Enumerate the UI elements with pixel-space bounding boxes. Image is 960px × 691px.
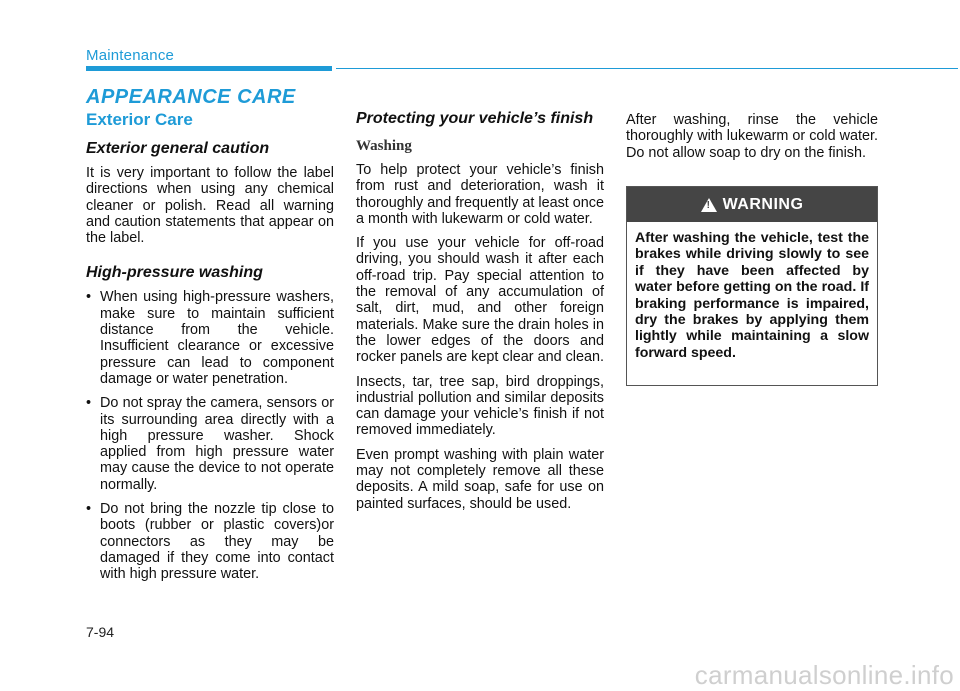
warning-text: After washing the vehicle, test the brakes while driving slowly to see if they have been affected by water before getting on the road. If braking performance is impaired, dry the brakes by applying them lightly while maintaining a slow forward speed. — [635, 230, 869, 361]
washing-heading: Washing — [356, 138, 412, 154]
list-item: • Do not spray the camera, sensors or its surrounding area directly with a high pressure washer. Shock applied from high pressure water may cause the device to not operate normally. — [86, 395, 334, 493]
page-number: 7-94 — [86, 624, 115, 640]
list-item-text: Do not spray the camera, sensors or its surrounding area directly with a high pressure washer. Shock applied from high pressure water may cause the device to not operate normally. — [100, 395, 334, 493]
column-left — [86, 110, 334, 591]
list-item-text: When using high-pressure washers, make sure to maintain sufficient distance from the vehicle. Insufficient clearance or excessive pressure can lead to component damage or water penetration. — [100, 289, 334, 387]
header-rule-thin — [336, 68, 958, 69]
column-right — [626, 112, 878, 169]
rinse-paragraph: After washing, rinse the vehicle thoroughly with lukewarm or cold water. Do not allow soap to dry on the finish. — [626, 112, 878, 161]
warning-label: WARNING — [722, 195, 804, 213]
warning-triangle-icon: ! — [701, 198, 717, 212]
warning-header — [627, 187, 877, 222]
warning-box — [626, 186, 878, 386]
column-middle — [356, 110, 604, 520]
caution-heading: Exterior general caution — [86, 140, 270, 157]
paragraph: To help protect your vehicle’s finish from rust and deterioration, wash it thoroughly and frequently at least once a month with lukewarm or cold water. — [356, 162, 605, 227]
caution-paragraph: It is very important to follow the label directions when using any chemical cleaner or polish. Read all warning and caution statements that appear on the label. — [86, 165, 334, 247]
watermark: carmanualsonline.info — [694, 660, 954, 690]
protect-finish-heading: Protecting your vehicle’s finish — [356, 110, 594, 127]
paragraph: Even prompt washing with plain water may not completely remove all these deposits. A mild soap, safe for use on painted surfaces, should be used. — [356, 446, 604, 512]
section-label: Maintenance — [86, 47, 175, 64]
chapter-title: APPEARANCE CARE — [86, 86, 296, 108]
list-item-text: Do not bring the nozzle tip close to boots (rubber or plastic covers)or connectors as they may be damaged if they come into contact with high pressure water. — [100, 501, 334, 583]
exterior-care-heading: Exterior Care — [86, 110, 193, 129]
list-item: • When using high-pressure washers, make sure to maintain sufficient distance from the vehicle. Insufficient clearance or excessive pressure can lead to component damage or water penetration. — [86, 289, 334, 387]
header-rule-thick — [86, 66, 332, 71]
list-item: • Do not bring the nozzle tip close to boots (rubber or plastic covers)or connectors as they may be damaged if they come into contact with high pressure water. — [86, 501, 334, 583]
high-pressure-list — [86, 289, 334, 582]
high-pressure-heading: High-pressure washing — [86, 264, 263, 282]
paragraph: Insects, tar, tree sap, bird droppings, industrial pollution and similar deposits can damage your vehicle’s finish if not removed immediately. — [356, 373, 604, 439]
paragraph: If you use your vehicle for off-road driving, you should wash it after each off-road trip. Pay special attention to the removal of any accumulation of salt, dirt, mud, and other foreign materials. Make sure the drain holes in the lower edges of the doors and rocker panels are kept clear and clean. — [356, 235, 604, 366]
